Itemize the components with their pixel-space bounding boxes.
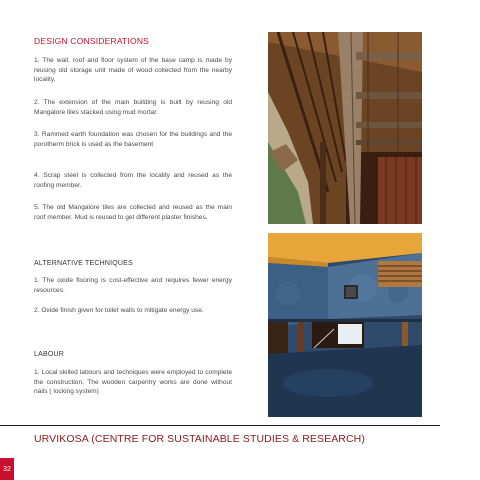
design-point-4: 4. Scrap steel is collected from the locality and reused as the roofing member. — [34, 172, 232, 189]
design-considerations-heading: DESIGN CONSIDERATIONS — [34, 36, 150, 46]
labour-heading: LABOUR — [34, 351, 64, 358]
labour-point-1: 1. Local skilled labours and techniques were employed to complete the construction. The wooden carpentry works are done without nails ( locking system) — [34, 369, 232, 395]
design-point-3: 3. Rammed earth foundation was chosen for the buildings and the porotherm brick is used as the basement — [34, 131, 232, 148]
alternative-techniques-heading: ALTERNATIVE TECHNIQUES — [34, 260, 133, 267]
alternative-point-2: 2. Oxide finish given for toilet walls to mitigate energy use. — [34, 307, 204, 314]
alternative-point-1: 1. The oxide flooring is cost-effective and requires fewer energy resources. — [34, 277, 232, 294]
wooden-roof-photo — [268, 32, 422, 224]
design-point-2: 2. The extension of the main building is built by reusing old Mangalore tiles stacked using mud mortar. — [34, 99, 232, 116]
footer-title: URVIKOSA (CENTRE FOR SUSTAINABLE STUDIES & RESEARCH) — [34, 433, 365, 445]
design-point-1: 1. The wall, roof and floor system of the base camp is made by reusing old storage unit made of wood collected from the nearby locality. — [34, 57, 232, 83]
footer-divider — [0, 425, 440, 426]
oxide-finish-interior-photo — [268, 233, 422, 417]
page-number-badge: 32 — [0, 458, 14, 480]
design-point-5: 5. The old Mangalore tiles are collected and reused as the main roof member. Mud is reused to get different plaster finishes. — [34, 204, 232, 221]
